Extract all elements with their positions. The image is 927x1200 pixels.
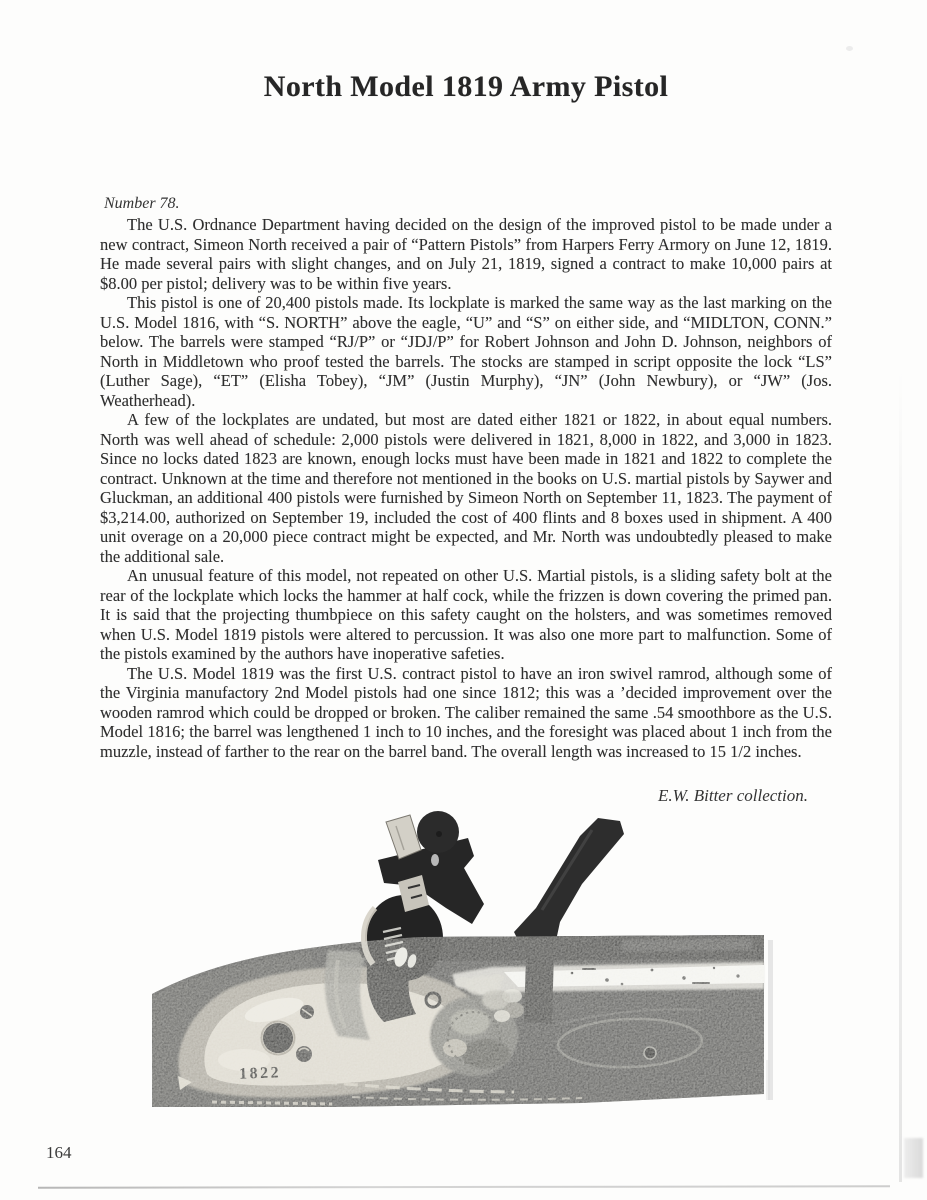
page-number: 164 bbox=[46, 1143, 72, 1162]
article-body bbox=[100, 215, 832, 761]
pistol-lock-photo-svg bbox=[150, 806, 778, 1108]
page-bottom-rule bbox=[38, 1185, 890, 1188]
page-title: North Model 1819 Army Pistol bbox=[263, 70, 669, 104]
scan-blob-artifact bbox=[904, 1138, 923, 1178]
paragraph: The U.S. Ordnance Department having decided on the design of the improved pistol to be made under a new contract, Simeon North received a pair of “Pattern Pistols” from Harpers Ferry Armory on June 12, 1819. He made several pairs with slight changes, and on July 21, 1819, signed a contract to make 10,000 pairs at $8.00 per pistol; delivery was to be within five years. bbox=[100, 215, 832, 293]
paragraph: An unusual feature of this model, not repeated on other U.S. Martial pistols, is a sliding safety bolt at the rear of the lockplate which locks the hammer at half cock, while the frizzen is down covering the primed pan. It is said that the projecting thumbpiece on this safety caught on the holsters, and was sometimes removed when U.S. Model 1819 pistols were altered to percussion. It was also one more part to malfunction. Some of the pistols examined by the authors have inoperative safeties. bbox=[100, 566, 832, 663]
scan-streak-artifact bbox=[899, 370, 902, 1182]
scan-dot-artifact bbox=[846, 46, 853, 51]
paragraph: The U.S. Model 1819 was the first U.S. contract pistol to have an iron swivel ramrod, although some of the Virginia manufactory 2nd Model pistols had one since 1812; this was a ’decided improvement over the wooden ramrod which could be dropped or broken. The caliber remained the same .54 smoothbore as the U.S. Model 1816; the barrel was lengthened 1 inch to 10 inches, and the foresight was placed about 1 inch from the muzzle, instead of farther to the rear on the barrel band. The overall length was increased to 15 1/2 inches. bbox=[100, 663, 832, 761]
paragraph: A few of the lockplates are undated, but most are dated either 1821 or 1822, in about equal numbers. North was well ahead of schedule: 2,000 pistols were delivered in 1821, 8,000 in 1822, and 3,000 in 1823. Since no locks dated 1823 are known, enough locks must have been made in 1821 and 1822 to complete the contract. Unknown at the time and therefore not mentioned in the books on U.S. martial pistols by Saywer and Gluckman, an additional 400 pistols were furnished by Simeon North on September 11, 1823. The payment of $3,214.00, authorized on September 19, included the cost of 400 flints and 8 boxes used in shipment. A 400 unit overage on a 20,000 piece contract might be expected, and Mr. North was undoubtedly pleased to make the additional sale. bbox=[100, 410, 832, 566]
pistol-lock-photo bbox=[150, 806, 778, 1108]
collection-attribution: E.W. Bitter collection. bbox=[658, 786, 808, 805]
figure-number-label: Number 78. bbox=[104, 195, 180, 212]
paragraph: This pistol is one of 20,400 pistols made. Its lockplate is marked the same way as the last marking on the U.S. Model 1816, with “S. NORTH” above the eagle, “U” and “S” on either side, and “MIDLTON, CONN.” below. The barrels were stamped “RJ/P” or “JDJ/P” for Robert Johnson and John D. Johnson, neighbors of North in Middletown who proof tested the barrels. The stocks are stamped in script opposite the lock “LS” (Luther Sage), “ET” (Elisha Tobey), “JM” (Justin Murphy), “JN” (John Newbury), or “JW” (Jos. Weatherhead). bbox=[100, 293, 832, 410]
